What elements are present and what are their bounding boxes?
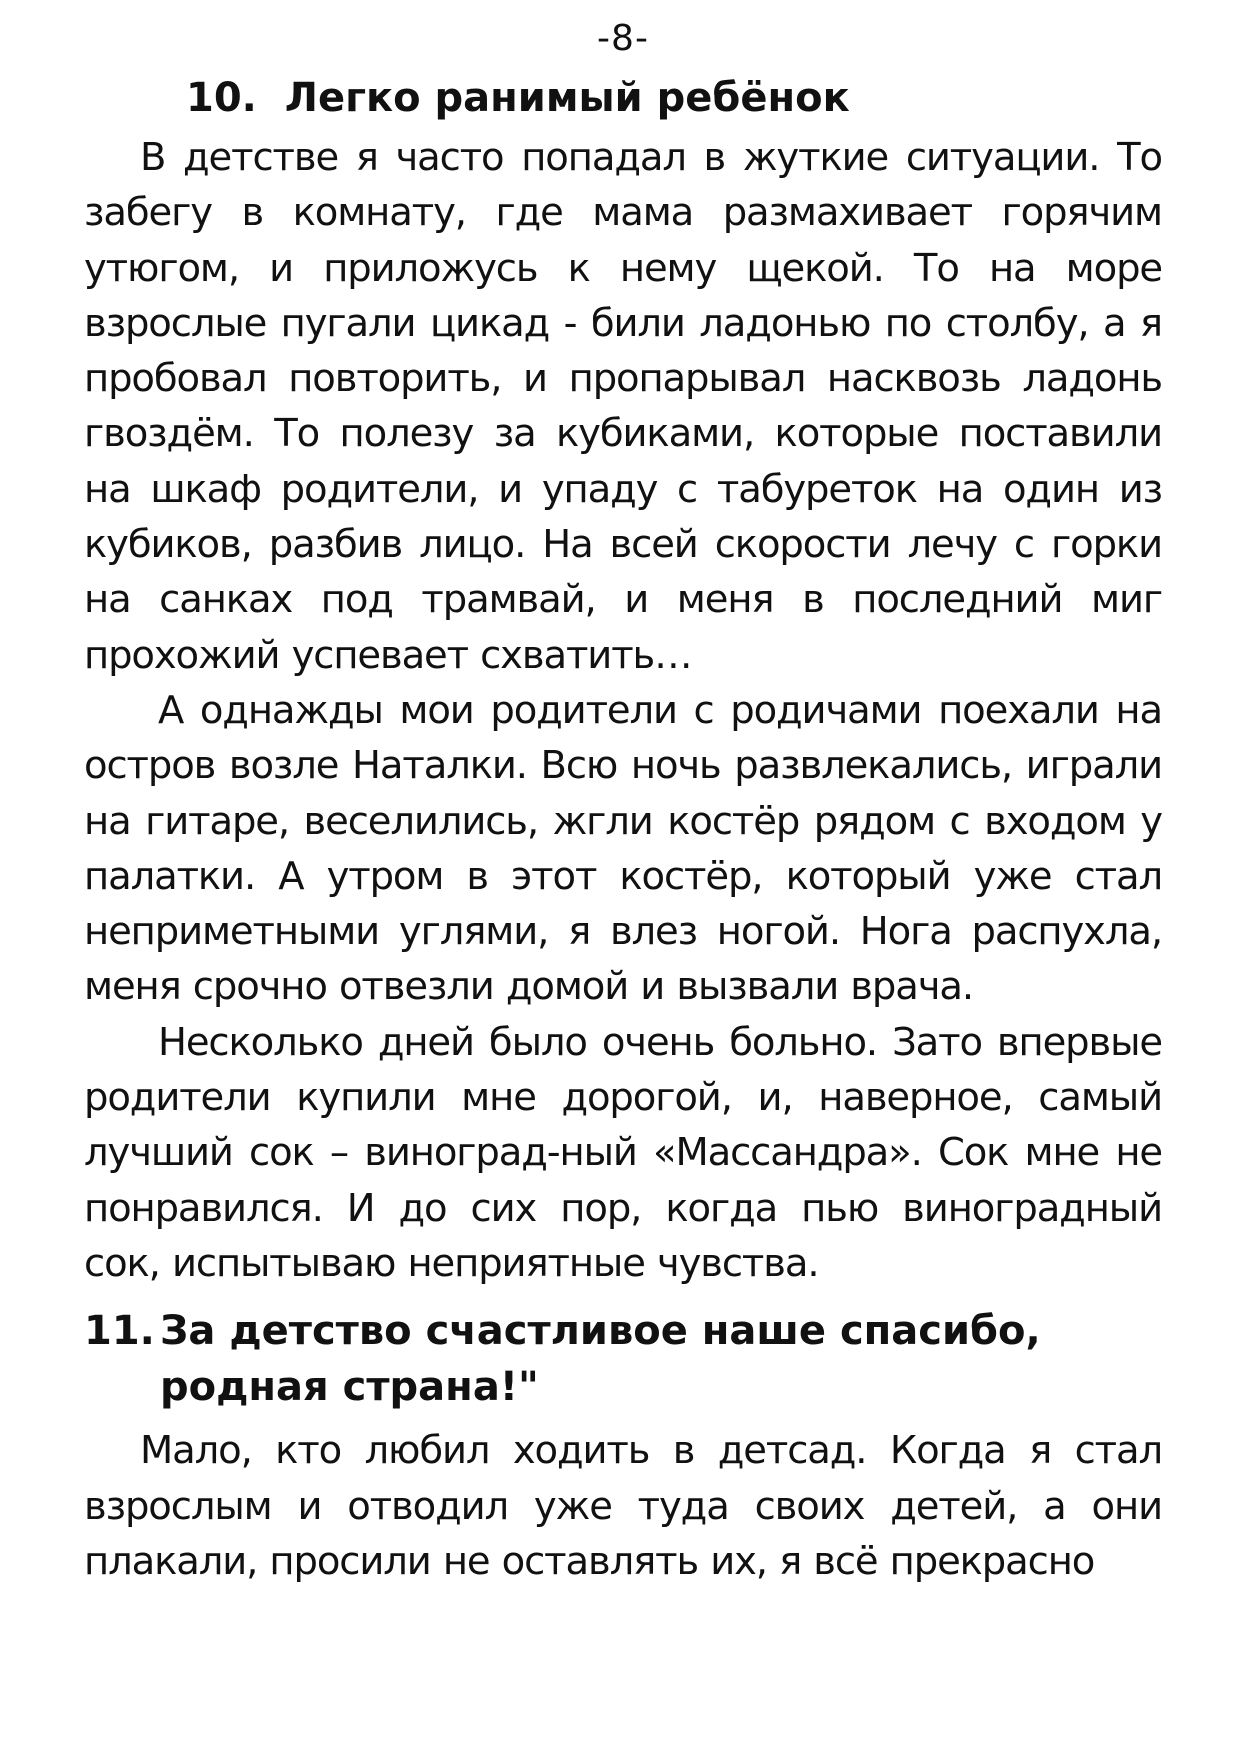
section-heading-10	[84, 70, 1162, 126]
section-title: Легко ранимый ребёнок	[284, 75, 850, 121]
paragraph: Мало, кто любил ходить в детсад. Когда я стал взрослым и отводил уже туда своих детей, а они плакали, просили не оставлять их, я всё прекрасно	[84, 1428, 1162, 1584]
section-heading-11	[84, 1303, 1162, 1415]
paragraph: Несколько дней было очень больно. Зато впервые родители купили мне дорогой, и, наверное, самый лучший сок – виноград-ный «Массандра». Сок мне не понравился. И до сих пор, когда пью виноградный сок, испытываю неприятные чувства.	[84, 1019, 1162, 1286]
paragraph: А однажды мои родители с родичами поехали на остров возле Наталки. Всю ночь развлекались, играли на гитаре, веселились, жгли костёр рядом с входом у палатки. А утром в этот костёр, который уже стал неприметными углями, я влез ногой. Нога распухла, меня срочно отвезли домой и вызвали врача.	[84, 687, 1162, 1010]
section-number: 11.	[84, 1308, 155, 1355]
page-number: -8-	[597, 18, 649, 59]
document-page	[84, 14, 1162, 1589]
paragraph: В детстве я часто попадал в жуткие ситуации. То забегу в комнату, где мама размахивает горячим утюгом, и приложусь к нему щекой. То на море взрослые пугали цикад - били ладонью по столбу, а я пробовал повторить, и пропарывал насквозь ладонь гвоздём. То полезу за кубиками, которые поставили на шкаф родители, и упаду с табуреток на один из кубиков, разбив лицо. На всей скорости лечу с горки на санках под трамвай, и меня в последний миг прохожий успевает схватить…	[84, 135, 1162, 678]
section-title: За детство счастливое наше спасибо, родная страна!"	[160, 1308, 1041, 1411]
section-number: 10.	[186, 75, 257, 121]
